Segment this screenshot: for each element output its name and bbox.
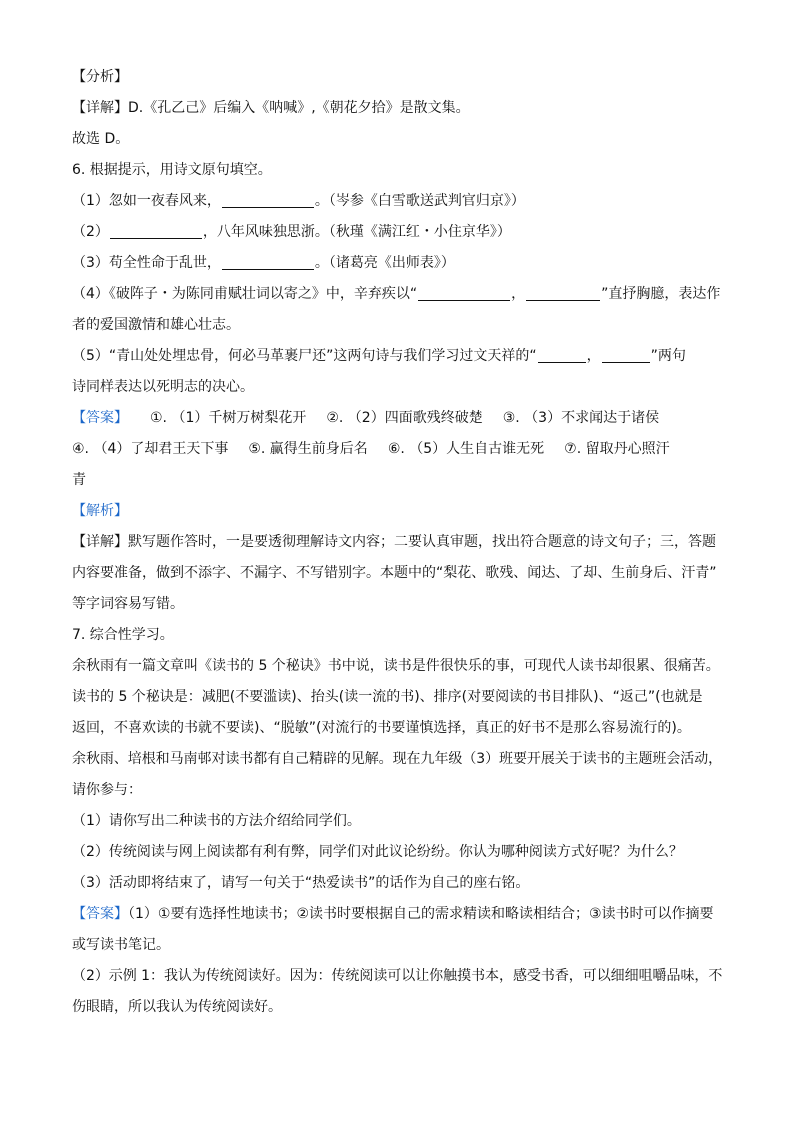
q5-text-c: ”两句 <box>650 348 686 364</box>
question-6-2 <box>72 217 722 248</box>
answer-tag: 【答案】 <box>72 906 128 922</box>
analysis-tag: 【解析】 <box>72 503 128 519</box>
answer-item-5: ⑤. 赢得生前身后名 <box>248 441 368 457</box>
answer-blank <box>222 190 314 208</box>
answer-blank <box>110 221 202 239</box>
answer-blank <box>602 345 650 363</box>
sub-question-3: （3）活动即将结束了，请写一句关于“热爱读书”的话作为自己的座右铭。 <box>72 875 530 891</box>
answer-6-row-1 <box>72 403 722 434</box>
question-6-5 <box>72 341 722 372</box>
q2-text-b: ，八年风味独思浙。（秋瑾《满江红・小住京华》） <box>202 224 511 240</box>
answer-7-line-2: 或写读书笔记。 <box>72 937 170 953</box>
sub-question-1: （1）请你写出二种读书的方法介绍给同学们。 <box>72 813 361 829</box>
q4-text-c: ”直抒胸臆，表达作 <box>601 286 721 302</box>
answer-blank <box>222 252 314 270</box>
question-7-title: 7. 综合性学习。 <box>72 627 174 643</box>
answer-7-text-1: （1）①要有选择性地读书；②读书时要根据自己的需求精读和略读相结合；③读书时可以作摘要 <box>128 906 714 922</box>
analysis-line-3: 等字词容易写错。 <box>72 596 184 612</box>
choice-line: 故选 D。 <box>72 131 130 147</box>
question-6-4-cont: 者的爱国激情和雄心壮志。 <box>72 317 240 333</box>
q2-text-a: （2） <box>72 224 109 240</box>
answer-tag: 【答案】 <box>72 410 128 426</box>
answer-item-2: ②. （2）四面歌残终破楚 <box>326 410 483 426</box>
answer-6-row-3: 青 <box>72 472 86 488</box>
answer-item-3: ③. （3）不求闻达于诸侯 <box>502 410 660 426</box>
q4-text-a: （4）《破阵子・为陈同甫赋壮词以寄之》中，辛弃疾以“ <box>72 286 418 302</box>
answer-7-line-3: （2）示例 1：我认为传统阅读好。因为：传统阅读可以让你触摸书本，感受书香，可以细细咀嚼品味，不 <box>72 968 723 984</box>
q5-text-a: （5）“青山处处埋忠骨，何必马革裹尸还”这两句诗与我们学习过文天祥的“ <box>72 348 537 364</box>
analysis-heading: 【分析】 <box>72 69 128 85</box>
answer-item-4: ④. （4）了却君王天下事 <box>72 441 229 457</box>
question-6-5-cont: 诗同样表达以死明志的决心。 <box>72 379 254 395</box>
question-6-4 <box>72 279 722 310</box>
question-6-3 <box>72 248 722 279</box>
q3-text-b: 。（诸葛亮《出师表》） <box>314 255 455 271</box>
answer-blank <box>418 283 510 301</box>
q3-text-a: （3）苟全性命于乱世， <box>72 255 221 271</box>
passage-line-5: 请你参与： <box>72 782 142 798</box>
passage-line-4: 余秋雨、培根和马南邨对读书都有自己精辟的见解。现在九年级（3）班要开展关于读书的主题班会活动， <box>72 751 723 767</box>
q1-text-b: 。（岑参《白雪歌送武判官归京》） <box>314 193 525 209</box>
q4-text-b: ， <box>511 286 526 302</box>
answer-6-row-2 <box>72 434 722 465</box>
detail-line: 【详解】D.《孔乙己》后编入《呐喊》,《朝花夕拾》是散文集。 <box>72 100 470 116</box>
document-page <box>72 62 722 1023</box>
q5-text-b: ， <box>586 348 601 364</box>
answer-blank <box>526 283 600 301</box>
sub-question-2: （2）传统阅读与网上阅读都有利有弊，同学们对此议论纷纷。你认为哪种阅读方式好呢？为什么？ <box>72 844 683 860</box>
answer-item-7: ⑦. 留取丹心照汗 <box>564 441 670 457</box>
answer-7-line-1 <box>72 899 722 930</box>
analysis-line-1: 【详解】默写题作答时，一是要透彻理解诗文内容；二要认真审题，找出符合题意的诗文句子；三，答题 <box>72 534 716 550</box>
question-6-title: 6. 根据提示，用诗文原句填空。 <box>72 162 272 178</box>
answer-item-6: ⑥. （5）人生自古谁无死 <box>387 441 545 457</box>
passage-line-2: 读书的 5 个秘诀是：减肥(不要滥读)、抬头(读一流的书)、排序(对要阅读的书目排队)、“返己”(也就是 <box>72 689 703 705</box>
passage-line-1: 余秋雨有一篇文章叫《读书的 5 个秘诀》书中说，读书是件很快乐的事，可现代人读书却很累、很痛苦。 <box>72 658 720 674</box>
q1-text-a: （1）忽如一夜春风来， <box>72 193 221 209</box>
answer-7-line-4: 伤眼睛，所以我认为传统阅读好。 <box>72 999 282 1015</box>
analysis-line-2: 内容要准备，做到不添字、不漏字、不写错别字。本题中的“梨花、歌残、闻达、了却、生前身后、汗青” <box>72 565 717 581</box>
answer-blank <box>538 345 586 363</box>
question-6-1 <box>72 186 722 217</box>
answer-item-1: ①. （1）千树万树梨花开 <box>150 410 307 426</box>
passage-line-3: 返回，不喜欢读的书就不要读)、“脱敏”(对流行的书要谨慎选择，真正的好书不是那么容易流行的)。 <box>72 720 691 736</box>
